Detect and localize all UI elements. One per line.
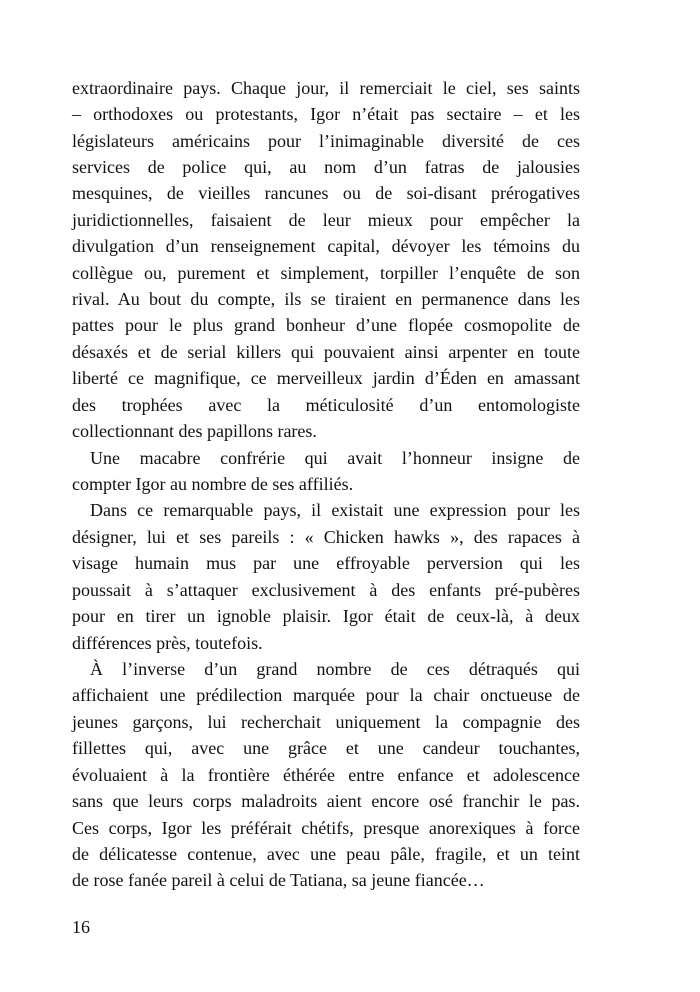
text-line: collègue ou, purement et simplement, torpiller l’enquête de son <box>72 262 580 283</box>
text-line: compter Igor au nombre de ses affiliés. <box>72 474 354 495</box>
text-line: sans que leurs corps maladroits aient encore osé franchir le pas. <box>72 791 580 812</box>
text-line: différences près, toutefois. <box>72 632 263 653</box>
text-line: jeunes garçons, lui recherchait uniquement la compagnie des <box>72 711 580 732</box>
text-line: législateurs américains pour l’inimaginable diversité de ces <box>72 130 580 151</box>
text-line: – orthodoxes ou protestants, Igor n’était pas sectaire – et les <box>72 104 580 125</box>
text-line: extraordinaire pays. Chaque jour, il remerciait le ciel, ses saints <box>72 77 580 98</box>
text-line: Une macabre confrérie qui avait l’honneur insigne de <box>90 447 580 468</box>
text-line: liberté ce magnifique, ce merveilleux jardin d’Éden en amassant <box>72 368 580 389</box>
text-line: rival. Au bout du compte, ils se tiraient en permanence dans les <box>72 289 580 310</box>
text-line: divulgation d’un renseignement capital, dévoyer les témoins du <box>72 236 580 257</box>
paragraph <box>72 75 580 445</box>
page-body <box>72 75 580 894</box>
text-line: de délicatesse contenue, avec une peau pâle, fragile, et un teint <box>72 843 580 864</box>
text-line: juridictionnelles, faisaient de leur mieux pour empêcher la <box>72 209 580 230</box>
text-line: désigner, lui et ses pareils : « Chicken hawks », des rapaces à <box>72 526 580 547</box>
text-line: pattes pour le plus grand bonheur d’une flopée cosmopolite de <box>72 315 580 336</box>
paragraph <box>72 656 580 894</box>
text-line: évoluaient à la frontière éthérée entre enfance et adolescence <box>72 764 580 785</box>
text-line: pour en tirer un ignoble plaisir. Igor était de ceux-là, à deux <box>72 606 580 627</box>
text-line: Ces corps, Igor les préférait chétifs, presque anorexiques à force <box>72 817 580 838</box>
paragraph <box>72 445 580 498</box>
text-line: désaxés et de serial killers qui pouvaient ainsi arpenter en toute <box>72 341 580 362</box>
page-number: 16 <box>72 916 90 937</box>
text-line: services de police qui, au nom d’un fatras de jalousies <box>72 156 580 177</box>
text-line: À l’inverse d’un grand nombre de ces détraqués qui <box>90 658 580 679</box>
text-line: mesquines, de vieilles rancunes ou de soi-disant prérogatives <box>72 183 580 204</box>
text-line: de rose fanée pareil à celui de Tatiana, sa jeune fiancée… <box>72 870 485 891</box>
text-line: Dans ce remarquable pays, il existait une expression pour les <box>90 500 580 521</box>
text-line: poussait à s’attaquer exclusivement à des enfants pré-pubères <box>72 579 580 600</box>
text-line: collectionnant des papillons rares. <box>72 421 317 442</box>
text-line: visage humain mus par une effroyable perversion qui les <box>72 553 580 574</box>
text-line: affichaient une prédilection marquée pour la chair onctueuse de <box>72 685 580 706</box>
text-line: fillettes qui, avec une grâce et une candeur touchantes, <box>72 738 580 759</box>
text-line: des trophées avec la méticulosité d’un entomologiste <box>72 394 580 415</box>
paragraph <box>72 497 580 656</box>
